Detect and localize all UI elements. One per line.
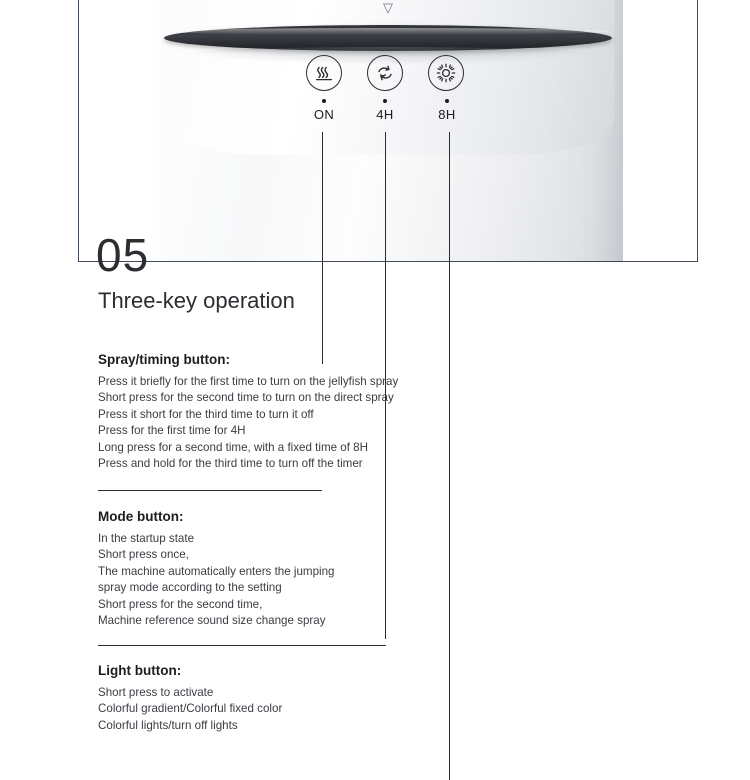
- spray-timing-block: [98, 352, 398, 472]
- spray-timing-line: Press and hold for the third time to turn off the timer: [98, 457, 363, 471]
- light-sun-icon[interactable]: [428, 55, 464, 91]
- control-button-row: [79, 55, 697, 135]
- spray-timing-line: Press for the first time for 4H: [98, 424, 246, 438]
- triangle-down-icon: ▽: [383, 0, 393, 15]
- spray-timing-line: Press it briefly for the first time to turn on the jellyfish spray: [98, 375, 399, 388]
- spray-timing-title: Spray/timing button:: [98, 352, 230, 367]
- light-button-label: 8H: [438, 107, 456, 122]
- light-button-block: [98, 663, 282, 734]
- mode-button-block: [98, 509, 335, 629]
- mode-button-line: spray mode according to the setting: [98, 581, 282, 595]
- leader-line-spray: [322, 132, 323, 364]
- mode-button-label: 4H: [376, 107, 394, 122]
- mode-button-line: In the startup state: [98, 532, 195, 545]
- mode-cycle-icon[interactable]: [367, 55, 403, 91]
- light-button-title: Light button:: [98, 663, 182, 678]
- spray-button-indicator-dot: [322, 99, 326, 103]
- spray-button-label: ON: [313, 107, 335, 122]
- spray-timing-line: Short press for the second time to turn on the direct spray: [98, 391, 394, 405]
- divider-spray: [98, 490, 322, 491]
- mode-button-line: Short press for the second time,: [98, 597, 263, 611]
- spray-waves-icon[interactable]: [306, 55, 342, 91]
- section-number: 05: [96, 229, 150, 281]
- product-photo-panel: [78, 0, 698, 262]
- divider-mode: [98, 645, 386, 646]
- mode-button-title: Mode button:: [98, 509, 184, 524]
- light-button-line: Colorful gradient/Colorful fixed color: [98, 702, 283, 716]
- page-title: Three-key operation: [98, 288, 295, 313]
- spray-timing-line: Press it short for the third time to turn it off: [98, 407, 314, 421]
- light-button-line: Colorful lights/turn off lights: [98, 718, 238, 732]
- mode-button-line: Machine reference sound size change spray: [98, 614, 326, 628]
- mode-button-line: Short press once,: [98, 548, 189, 562]
- mode-button-indicator-dot: [383, 99, 387, 103]
- mode-button-line: The machine automatically enters the jumping: [98, 564, 335, 578]
- leader-line-light: [449, 132, 450, 780]
- light-button-indicator-dot: [445, 99, 449, 103]
- spray-timing-line: Long press for a second time, with a fixed time of 8H: [98, 440, 369, 454]
- light-button-line: Short press to activate: [98, 686, 214, 699]
